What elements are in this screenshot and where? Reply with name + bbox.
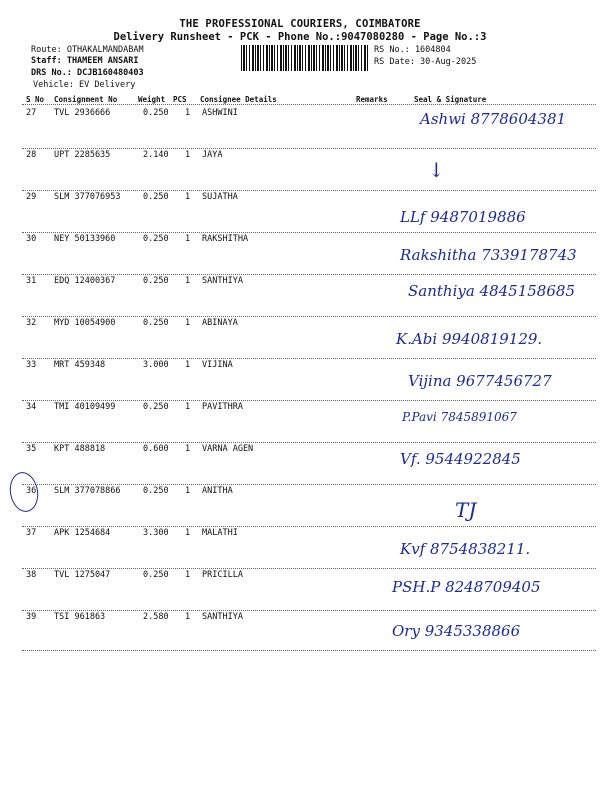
row-divider — [22, 568, 596, 569]
sno-cell: 29 — [26, 192, 37, 202]
consignment-cell: EDQ 12400367 — [54, 276, 116, 286]
consignment-cell: TVL 2936666 — [54, 108, 111, 118]
runsheet-subtitle: Delivery Runsheet - PCK - Phone No.:9047080280 - Page No.:3 — [113, 31, 487, 43]
row-divider — [22, 610, 596, 611]
barcode-image — [241, 45, 369, 71]
consignment-cell: TSI 961863 — [54, 612, 106, 622]
rs-number: RS No.: 1604804 — [374, 45, 451, 55]
consignee-cell: SUJATHA — [202, 192, 238, 202]
row-divider — [22, 650, 596, 651]
consignment-cell: APK 1254684 — [54, 528, 111, 538]
consignment-cell: TVL 1275047 — [54, 570, 111, 580]
route-label: Route: OTHAKALMANDABAM — [31, 45, 144, 55]
consignee-cell: ASHWINI — [202, 108, 238, 118]
weight-cell: 0.250 — [143, 318, 169, 328]
col-header-consignee: Consignee Details — [200, 95, 277, 104]
consignment-cell: KPT 488818 — [54, 444, 106, 454]
consignee-cell: SANTHIYA — [202, 612, 243, 622]
pcs-cell: 1 — [185, 612, 191, 622]
pcs-cell: 1 — [185, 528, 191, 538]
pcs-cell: 1 — [185, 570, 191, 580]
consignment-cell: SLM 377078866 — [54, 486, 121, 496]
row-divider — [22, 484, 596, 485]
signature-handwriting: Rakshitha 7339178743 — [400, 246, 577, 264]
row-divider — [22, 148, 596, 149]
rs-date: RS Date: 30-Aug-2025 — [374, 57, 477, 67]
table-row — [0, 192, 600, 234]
table-row — [0, 528, 600, 570]
row-divider — [22, 190, 596, 191]
table-row — [0, 150, 600, 192]
pcs-cell: 1 — [185, 402, 191, 412]
drs-label: DRS No.: DCJB160480403 — [31, 68, 144, 78]
sno-cell: 34 — [26, 402, 37, 412]
signature-handwriting: TJ — [455, 498, 477, 522]
sno-cell: 35 — [26, 444, 37, 454]
sno-cell: 27 — [26, 108, 37, 118]
row-divider — [22, 526, 596, 527]
consignment-cell: SLM 377076953 — [54, 192, 121, 202]
staff-label: Staff: THAMEEM ANSARI — [31, 56, 139, 66]
signature-handwriting: Santhiya 4845158685 — [408, 282, 575, 300]
signature-handwriting: PSH.P 8248709405 — [392, 578, 541, 596]
sno-cell: 28 — [26, 150, 37, 160]
sno-cell: 33 — [26, 360, 37, 370]
row-divider — [22, 358, 596, 359]
sno-cell: 37 — [26, 528, 37, 538]
sno-cell: 32 — [26, 318, 37, 328]
consignee-cell: VARNA AGEN — [202, 444, 254, 454]
table-row — [0, 108, 600, 150]
consignee-cell: VIJINA — [202, 360, 233, 370]
table-row — [0, 360, 600, 402]
consignee-cell: SANTHIYA — [202, 276, 243, 286]
signature-handwriting: Vijina 9677456727 — [408, 372, 552, 390]
weight-cell: 2.580 — [143, 612, 169, 622]
signature-handwriting: Ashwi 8778604381 — [420, 110, 567, 128]
consignment-cell: MRT 459348 — [54, 360, 106, 370]
weight-cell: 0.250 — [143, 402, 169, 412]
table-row — [0, 570, 600, 612]
signature-handwriting: P.Pavi 7845891067 — [402, 410, 517, 424]
consignee-cell: ABINAYA — [202, 318, 238, 328]
table-row — [0, 318, 600, 360]
table-row — [0, 402, 600, 444]
sno-cell: 39 — [26, 612, 37, 622]
consignee-cell: PAVITHRA — [202, 402, 243, 412]
weight-cell: 0.250 — [143, 108, 169, 118]
signature-handwriting: K.Abi 9940819129. — [396, 330, 543, 348]
weight-cell: 0.600 — [143, 444, 169, 454]
vehicle-label: Vehicle: EV Delivery — [33, 80, 136, 90]
table-row — [0, 486, 600, 528]
signature-handwriting: Kvf 8754838211. — [400, 540, 531, 558]
pcs-cell: 1 — [185, 108, 191, 118]
col-header-remarks: Remarks — [356, 95, 388, 104]
weight-cell: 3.300 — [143, 528, 169, 538]
col-header-sno: S No — [26, 95, 45, 104]
weight-cell: 0.250 — [143, 234, 169, 244]
pcs-cell: 1 — [185, 234, 191, 244]
col-header-seal: Seal & Signature — [414, 95, 487, 104]
header-divider — [22, 104, 596, 105]
table-row — [0, 276, 600, 318]
col-header-pcs: PCS — [173, 95, 187, 104]
consignee-cell: MALATHI — [202, 528, 238, 538]
consignment-cell: MYD 10054900 — [54, 318, 116, 328]
pcs-cell: 1 — [185, 276, 191, 286]
consignee-cell: ANITHA — [202, 486, 233, 496]
pcs-cell: 1 — [185, 444, 191, 454]
sno-cell: 36 — [26, 486, 37, 496]
company-title: THE PROFESSIONAL COURIERS, COIMBATORE — [179, 18, 421, 30]
row-divider — [22, 442, 596, 443]
table-row — [0, 444, 600, 486]
consignee-cell: PRICILLA — [202, 570, 243, 580]
signature-handwriting: Vf. 9544922845 — [400, 450, 521, 468]
col-header-consignment: Consignment No — [54, 95, 118, 104]
signature-handwriting: ↓ — [428, 158, 445, 182]
consignment-cell: NEY 50133960 — [54, 234, 116, 244]
weight-cell: 0.250 — [143, 192, 169, 202]
consignment-cell: TMI 40109499 — [54, 402, 116, 412]
row-divider — [22, 232, 596, 233]
weight-cell: 2.140 — [143, 150, 169, 160]
table-row — [0, 612, 600, 654]
weight-cell: 0.250 — [143, 486, 169, 496]
sno-cell: 38 — [26, 570, 37, 580]
table-row — [0, 234, 600, 276]
row-divider — [22, 316, 596, 317]
signature-handwriting: Ory 9345338866 — [392, 622, 521, 640]
consignee-cell: RAKSHITHA — [202, 234, 249, 244]
pcs-cell: 1 — [185, 318, 191, 328]
pcs-cell: 1 — [185, 360, 191, 370]
pcs-cell: 1 — [185, 150, 191, 160]
row-divider — [22, 400, 596, 401]
pcs-cell: 1 — [185, 192, 191, 202]
weight-cell: 0.250 — [143, 570, 169, 580]
weight-cell: 3.000 — [143, 360, 169, 370]
col-header-weight: Weight — [138, 95, 166, 104]
pcs-cell: 1 — [185, 486, 191, 496]
weight-cell: 0.250 — [143, 276, 169, 286]
signature-handwriting: LLf 9487019886 — [400, 208, 526, 226]
consignment-cell: UPT 2285635 — [54, 150, 111, 160]
consignee-cell: JAYA — [202, 150, 223, 160]
sno-cell: 30 — [26, 234, 37, 244]
sno-cell: 31 — [26, 276, 37, 286]
row-divider — [22, 274, 596, 275]
